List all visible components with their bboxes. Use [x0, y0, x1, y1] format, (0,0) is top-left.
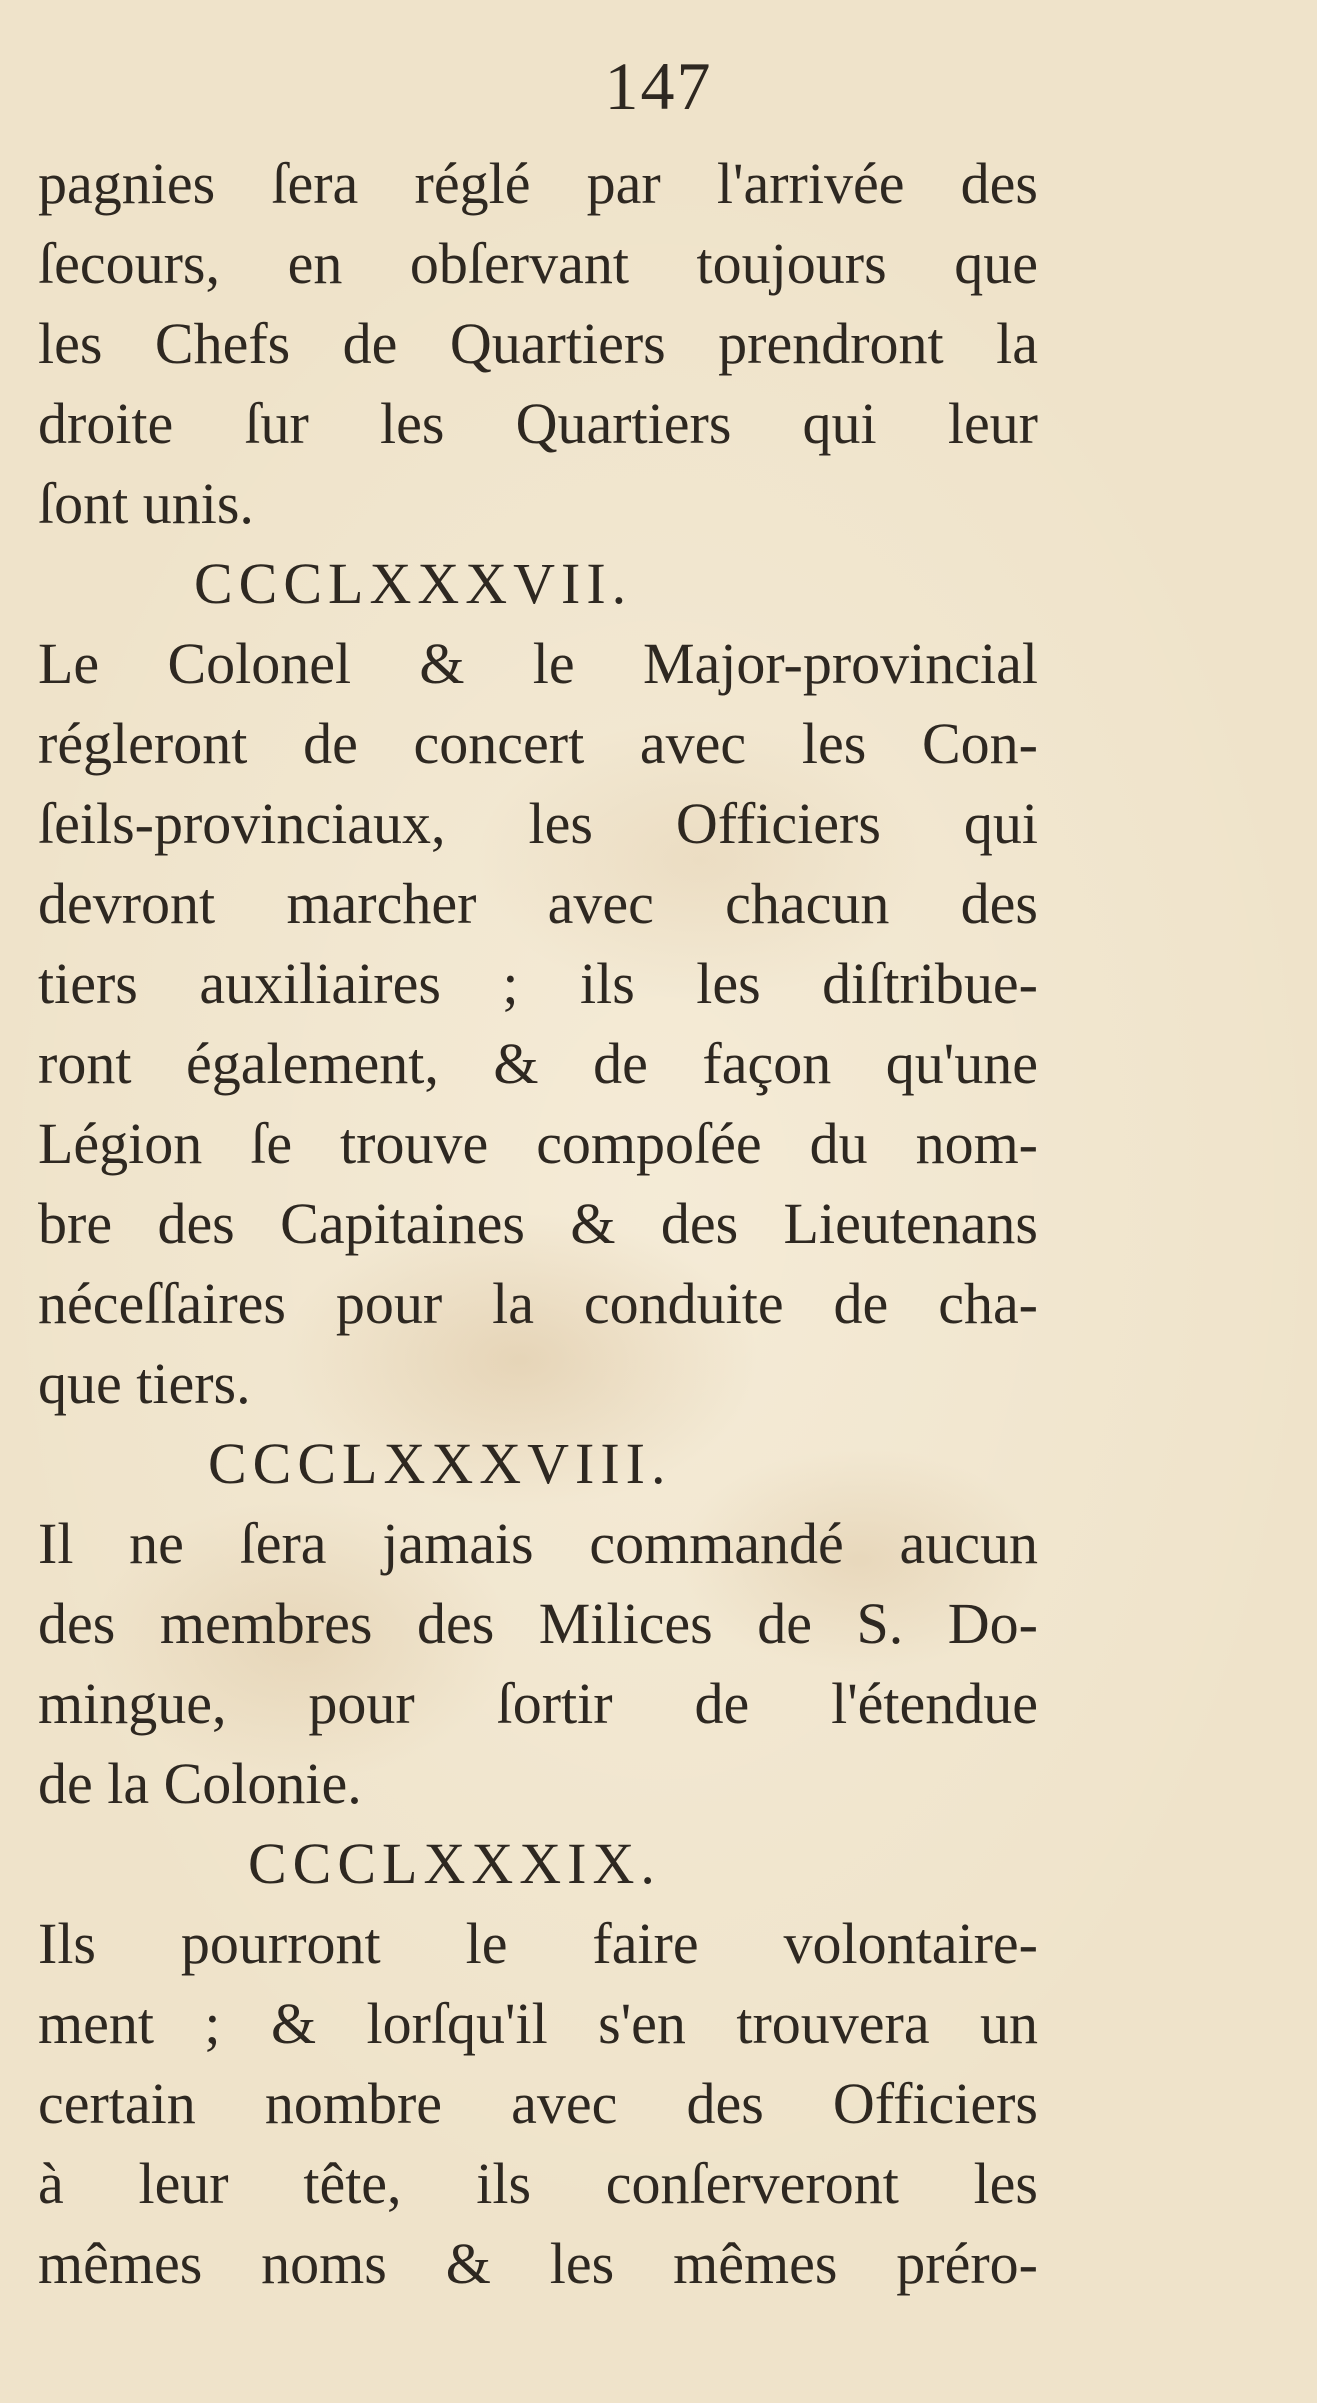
text-line: Ils pourront le faire volontaire- [38, 1911, 1038, 1976]
page-body [38, 144, 1038, 2304]
text-line: mingue, pour ſortir de l'étendue [38, 1671, 1038, 1736]
text-line: ment ; & lorſqu'il s'en trouvera un [38, 1991, 1038, 2056]
text-line: pagnies ſera réglé par l'arrivée des [38, 151, 1038, 216]
text-line: néceſſaires pour la conduite de cha- [38, 1271, 1038, 1336]
article-heading: CCCLXXXIX. [248, 1831, 661, 1896]
text-line: tiers auxiliaires ; ils les diſtribue- [38, 951, 1038, 1016]
text-line: les Chefs de Quartiers prendront la [38, 311, 1038, 376]
text-line: ſont unis. [38, 471, 254, 536]
text-line: des membres des Milices de S. Do- [38, 1591, 1038, 1656]
text-line: mêmes noms & les mêmes préro- [38, 2231, 1038, 2296]
article-heading: CCCLXXXVII. [194, 551, 633, 616]
text-line: de la Colonie. [38, 1751, 362, 1816]
text-line: certain nombre avec des Officiers [38, 2071, 1038, 2136]
text-line: ront également, & de façon qu'une [38, 1031, 1038, 1096]
text-line: à leur tête, ils conſerveront les [38, 2151, 1038, 2216]
article-heading: CCCLXXXVIII. [208, 1431, 672, 1496]
text-line: Il ne ſera jamais commandé aucun [38, 1511, 1038, 1576]
text-line: ſeils-provinciaux, les Officiers qui [38, 791, 1038, 856]
text-line: bre des Capitaines & des Lieutenans [38, 1191, 1038, 1256]
page-number: 147 [604, 48, 713, 124]
text-line: que tiers. [38, 1351, 251, 1416]
text-line: régleront de concert avec les Con- [38, 711, 1038, 776]
text-line: ſecours, en obſervant toujours que [38, 231, 1038, 296]
text-line: devront marcher avec chacun des [38, 871, 1038, 936]
text-line: Légion ſe trouve compoſée du nom- [38, 1111, 1038, 1176]
text-line: Le Colonel & le Major-provincial [38, 631, 1038, 696]
text-line: droite ſur les Quartiers qui leur [38, 391, 1038, 456]
